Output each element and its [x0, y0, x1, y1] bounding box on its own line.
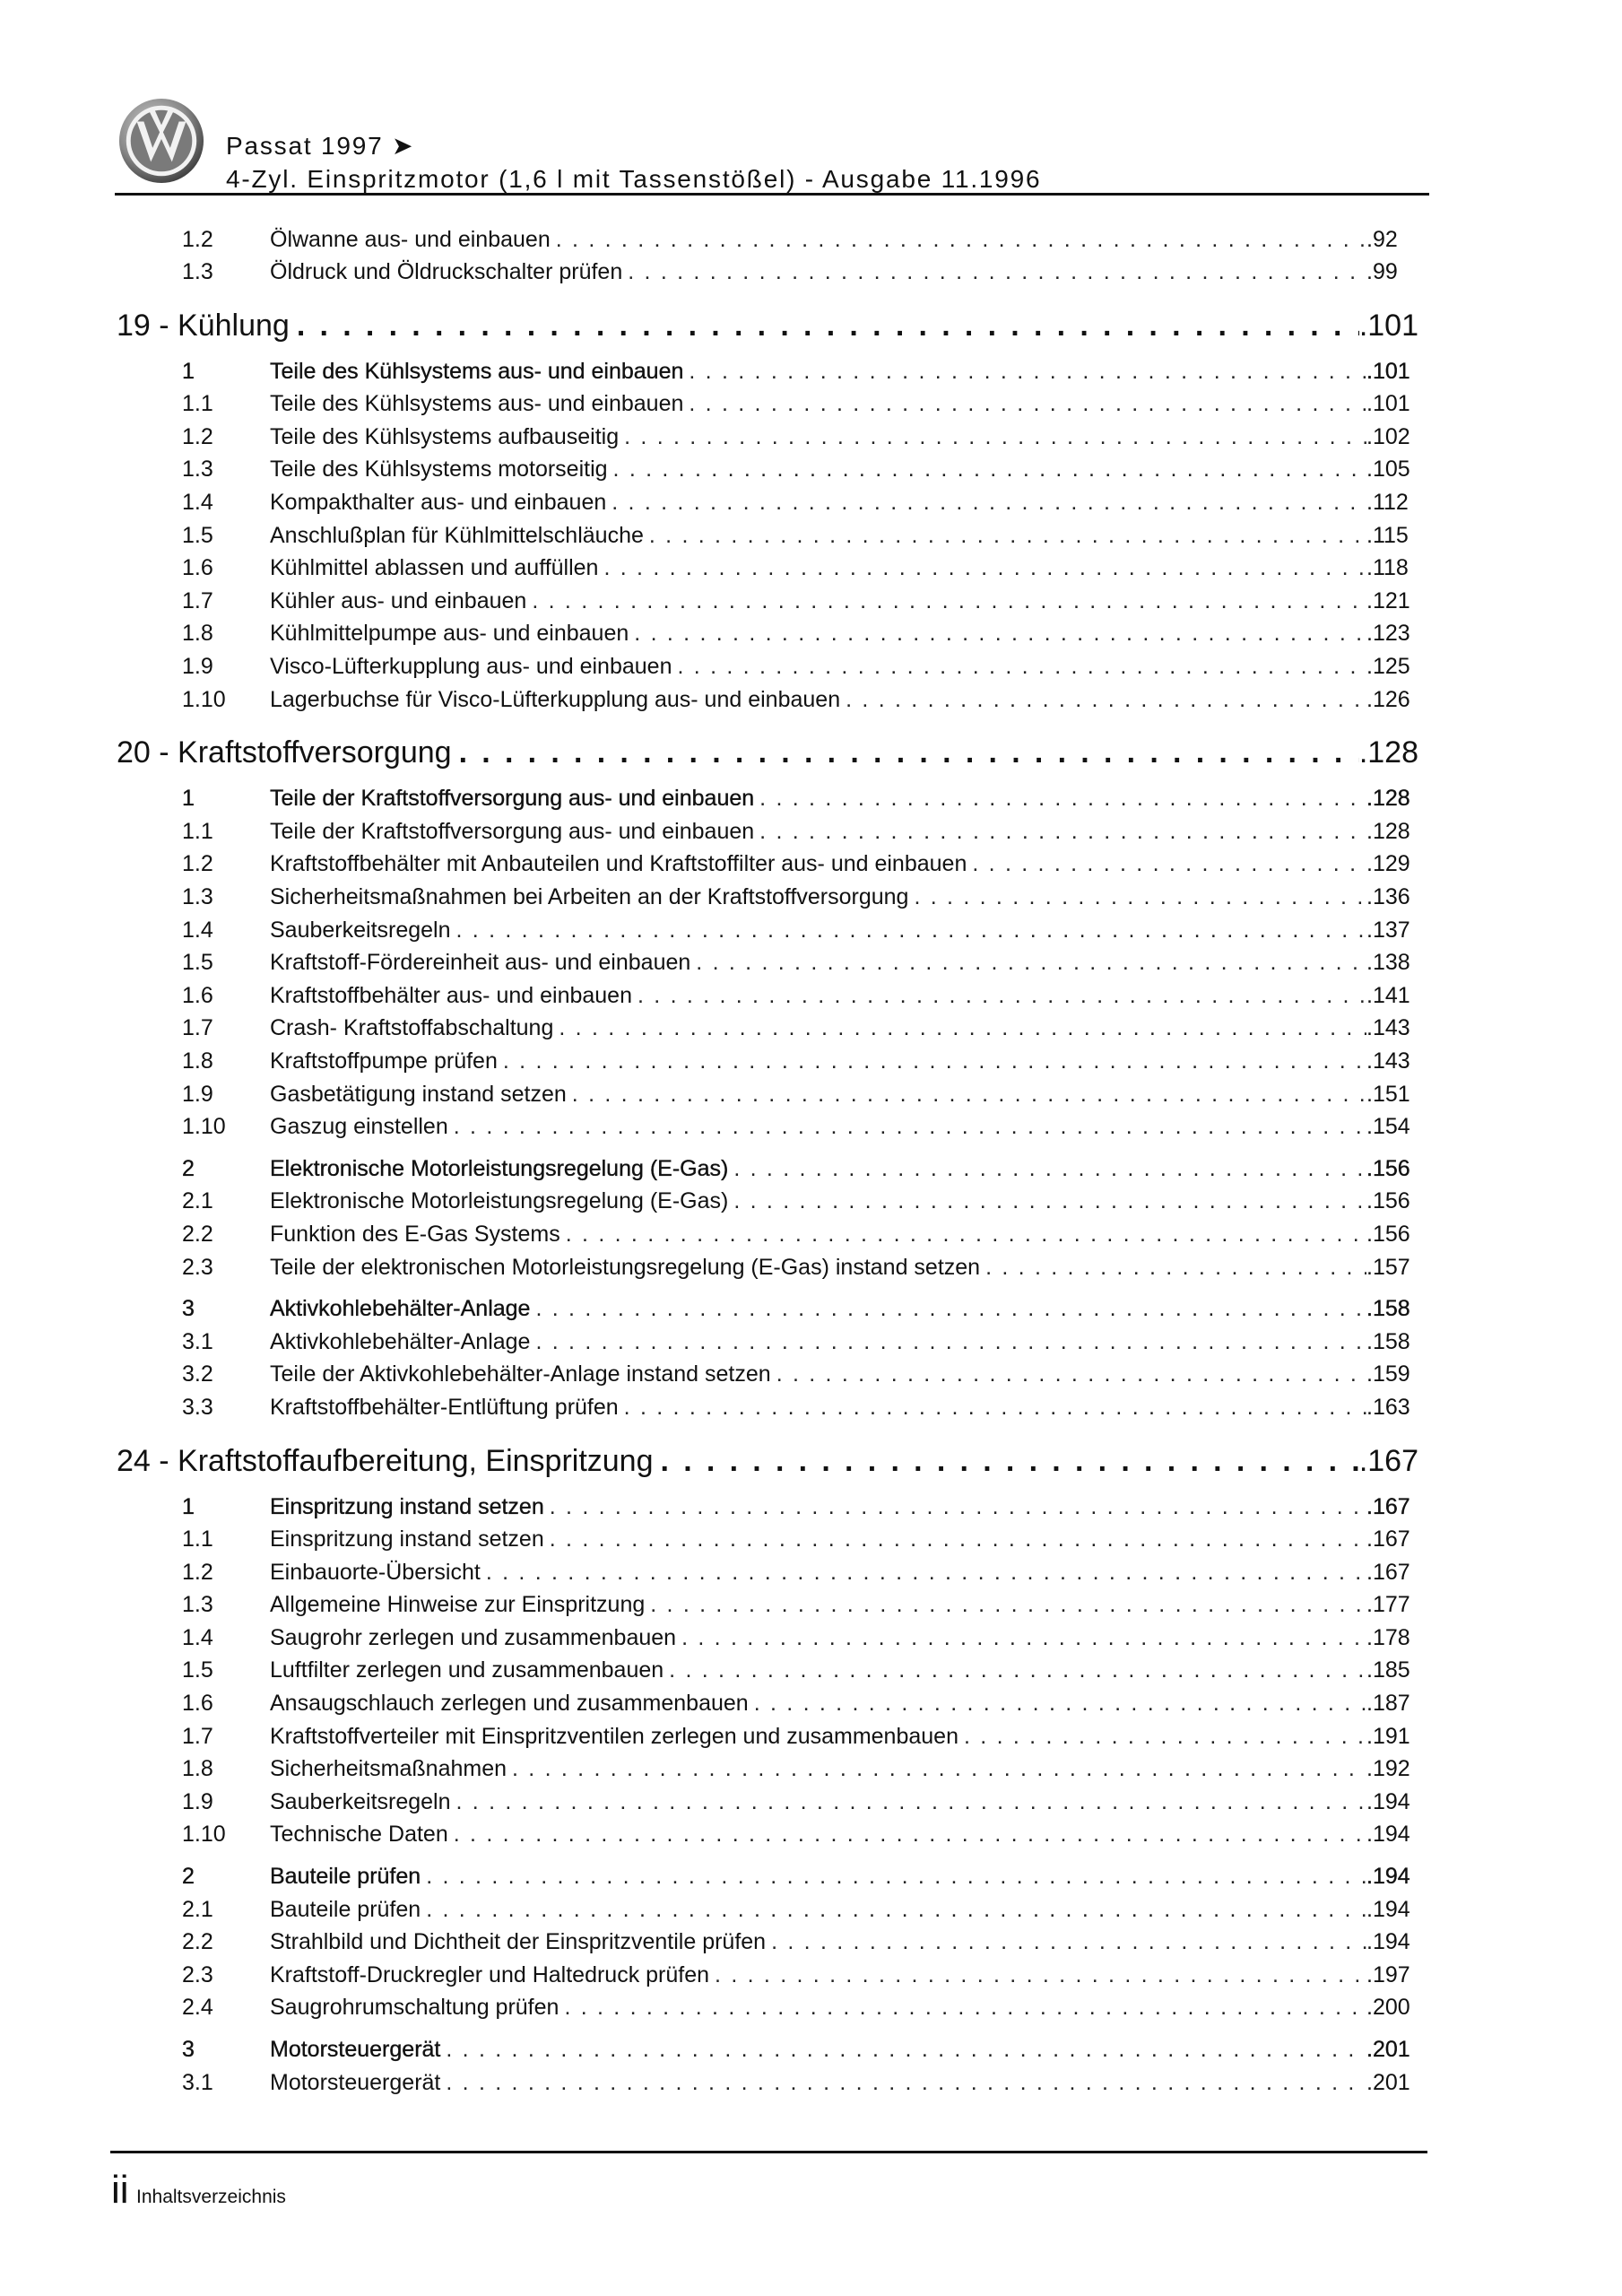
toc-entry[interactable] — [117, 1078, 1418, 1111]
entry-number: 1.1 — [182, 391, 213, 417]
entry-title: Kraftstoffbehälter mit Anbauteilen und Kraftstoffilter aus- und einbauen — [270, 851, 967, 877]
entry-number: 2.2 — [182, 1221, 213, 1247]
toc-entry[interactable] — [117, 1588, 1418, 1622]
entry-title: Crash- Kraftstoffabschaltung — [270, 1015, 554, 1041]
entry-page: . 200 — [1366, 1991, 1418, 2024]
entry-title: Kühlmittel ablassen und auffüllen — [270, 555, 599, 581]
toc-group — [117, 1860, 1418, 2024]
entry-title: Kühlmittelpumpe aus- und einbauen — [270, 621, 629, 647]
entry-title: Teile der Kraftstoffversorgung aus- und einbauen — [270, 786, 755, 812]
table-of-contents — [117, 223, 1418, 2100]
entry-page: . 156 — [1366, 1185, 1418, 1218]
dot-leader — [551, 223, 1366, 257]
toc-entry[interactable] — [117, 2066, 1418, 2100]
dot-leader — [544, 1491, 1366, 1524]
entry-page: . 156 — [1366, 1218, 1418, 1251]
entry-number: 1.4 — [182, 917, 213, 943]
toc-entry[interactable] — [117, 1251, 1418, 1284]
toc-entry[interactable] — [117, 585, 1418, 618]
dot-leader — [771, 1358, 1366, 1391]
entry-page: . 99 — [1366, 256, 1418, 289]
entry-title: Lagerbuchse für Visco-Lüfterkupplung aus- und einbauen — [270, 686, 841, 712]
entry-title: Kraftstoffverteiler mit Einspritzventilen zerlegen und zusammenbauen — [270, 1723, 958, 1749]
toc-entry[interactable] — [117, 519, 1418, 552]
entry-title: Sicherheitsmaßnahmen — [270, 1756, 507, 1782]
dot-leader — [451, 1786, 1366, 1819]
dot-leader — [530, 1326, 1366, 1359]
toc-entry[interactable] — [117, 1752, 1418, 1786]
header-title: Passat 1997 ➤ — [226, 132, 415, 160]
entry-number: 2.3 — [182, 1254, 213, 1280]
toc-entry[interactable] — [117, 552, 1418, 585]
entry-page: . 105 — [1366, 453, 1418, 486]
entry-title: Saugrohr zerlegen und zusammenbauen — [270, 1624, 677, 1650]
toc-entry[interactable] — [117, 1523, 1418, 1556]
entry-number: 1.2 — [182, 226, 213, 252]
entry-number: 1.6 — [182, 982, 213, 1008]
toc-entry[interactable] — [117, 256, 1418, 289]
entry-number: 2 — [182, 1155, 195, 1181]
header-divider — [115, 193, 1429, 196]
toc-entry[interactable] — [117, 848, 1418, 881]
entry-page: . 156 — [1366, 1152, 1418, 1186]
entry-page: . 192 — [1366, 1752, 1418, 1786]
toc-entry[interactable] — [117, 1654, 1418, 1687]
dot-leader — [645, 1588, 1366, 1622]
toc-entry[interactable] — [117, 1358, 1418, 1391]
toc-entry[interactable] — [117, 453, 1418, 486]
entry-page: . 125 — [1366, 650, 1418, 683]
entry-number: 2.3 — [182, 1961, 213, 1987]
dot-leader — [749, 1687, 1366, 1720]
entry-title: Teile der Kraftstoffversorgung aus- und einbauen — [270, 818, 755, 844]
dot-leader — [754, 782, 1366, 815]
toc-entry[interactable] — [117, 1012, 1418, 1045]
toc-entry[interactable] — [117, 1687, 1418, 1720]
toc-entry[interactable] — [117, 387, 1418, 421]
entry-number: 1.2 — [182, 1559, 213, 1585]
entry-title: Ansaugschlauch zerlegen und zusammenbauen — [270, 1691, 749, 1717]
entry-page: . 185 — [1366, 1654, 1418, 1687]
toc-entry[interactable] — [117, 914, 1418, 947]
entry-number: 1.2 — [182, 851, 213, 877]
entry-page: . 163 — [1366, 1391, 1418, 1424]
dot-leader — [290, 305, 1359, 346]
dot-leader — [448, 1110, 1366, 1144]
dot-leader — [728, 1185, 1366, 1218]
dot-leader — [560, 1218, 1366, 1251]
entry-title: Elektronische Motorleistungsregelung (E-Gas) — [270, 1155, 729, 1181]
entry-title: Motorsteuergerät — [270, 2069, 441, 2095]
section-page: . 167 — [1359, 1440, 1418, 1482]
toc-group — [117, 2033, 1418, 2099]
entry-number: 1.9 — [182, 1081, 213, 1107]
toc-chapter-entry[interactable] — [117, 355, 1418, 388]
entry-number: 1.3 — [182, 457, 213, 483]
entry-page: . 159 — [1366, 1358, 1418, 1391]
entry-number: 3.3 — [182, 1394, 213, 1420]
entry-number: 1.9 — [182, 654, 213, 680]
entry-page: . 154 — [1366, 1110, 1418, 1144]
section-page: . 128 — [1359, 732, 1418, 773]
toc-chapter-entry[interactable] — [117, 1491, 1418, 1524]
dot-leader — [421, 1860, 1366, 1893]
entry-page: . 137 — [1366, 914, 1418, 947]
entry-page: . 121 — [1366, 585, 1418, 618]
dot-leader — [840, 683, 1366, 717]
section-title: 24 - Kraftstoffaufbereitung, Einspritzung — [117, 1443, 654, 1478]
entry-page: . 158 — [1366, 1292, 1418, 1326]
entry-page: . 194 — [1366, 1818, 1418, 1851]
dot-leader — [632, 979, 1366, 1013]
dot-leader — [553, 1012, 1366, 1045]
toc-entry[interactable] — [117, 979, 1418, 1013]
entry-title: Technische Daten — [270, 1822, 448, 1848]
toc-entry[interactable] — [117, 1045, 1418, 1078]
dot-leader — [754, 815, 1366, 848]
toc-section — [117, 305, 1418, 717]
entry-title: Funktion des E-Gas Systems — [270, 1221, 560, 1247]
dot-leader — [451, 914, 1366, 947]
toc-chapter-entry[interactable] — [117, 2033, 1418, 2066]
section-page: . 101 — [1359, 305, 1418, 346]
entry-number: 1.5 — [182, 950, 213, 976]
dot-leader — [544, 1523, 1366, 1556]
entry-number: 3.2 — [182, 1361, 213, 1387]
entry-page: . 129 — [1366, 848, 1418, 881]
entry-page: . 167 — [1366, 1491, 1418, 1524]
dot-leader — [690, 946, 1366, 979]
entry-title: Motorsteuergerät — [270, 2037, 441, 2062]
entry-title: Kompakthalter aus- und einbauen — [270, 490, 607, 516]
entry-number: 1.1 — [182, 818, 213, 844]
dot-leader — [664, 1654, 1366, 1687]
entry-number: 1.1 — [182, 1526, 213, 1552]
entry-page: . 126 — [1366, 683, 1418, 717]
toc-continued — [117, 223, 1418, 289]
entry-title: Bauteile prüfen — [270, 1864, 421, 1890]
entry-number: 1.7 — [182, 1723, 213, 1749]
dot-leader — [683, 387, 1366, 421]
dot-leader — [608, 453, 1366, 486]
entry-page: . 197 — [1366, 1959, 1418, 1992]
entry-number: 1 — [182, 786, 195, 812]
entry-number: 1.7 — [182, 587, 213, 613]
entry-page: . 136 — [1366, 881, 1418, 914]
footer-divider — [110, 2151, 1427, 2153]
entry-number: 1.10 — [182, 1114, 226, 1140]
toc-entry[interactable] — [117, 421, 1418, 454]
toc-entry[interactable] — [117, 1218, 1418, 1251]
dot-leader — [709, 1959, 1366, 1992]
toc-entry[interactable] — [117, 1959, 1418, 1992]
dot-leader — [766, 1926, 1366, 1959]
entry-title: Teile des Kühlsystems motorseitig — [270, 457, 608, 483]
dot-leader — [728, 1152, 1366, 1186]
dot-leader — [683, 355, 1366, 388]
entry-title: Sauberkeitsregeln — [270, 1788, 451, 1814]
entry-number: 1.9 — [182, 1788, 213, 1814]
entry-number: 2.4 — [182, 1995, 213, 2021]
toc-entry[interactable] — [117, 1556, 1418, 1589]
entry-page: . 128 — [1366, 815, 1418, 848]
toc-entry[interactable] — [117, 617, 1418, 650]
toc-entry[interactable] — [117, 223, 1418, 257]
toc-entry[interactable] — [117, 815, 1418, 848]
entry-number: 1.3 — [182, 259, 213, 285]
entry-number: 3 — [182, 1296, 195, 1322]
entry-page: . 92 — [1366, 223, 1418, 257]
section-title: 19 - Kühlung — [117, 308, 290, 343]
dot-leader — [654, 1440, 1359, 1482]
entry-page: . 118 — [1366, 552, 1418, 585]
entry-title: Kraftstoffbehälter aus- und einbauen — [270, 982, 632, 1008]
entry-number: 1.5 — [182, 1657, 213, 1683]
entry-title: Anschlußplan für Kühlmittelschläuche — [270, 522, 644, 548]
entry-page: . 194 — [1366, 1893, 1418, 1926]
entry-number: 1.7 — [182, 1015, 213, 1041]
entry-number: 1.3 — [182, 884, 213, 909]
dot-leader — [507, 1752, 1366, 1786]
entry-title: Visco-Lüfterkupplung aus- und einbauen — [270, 654, 672, 680]
toc-entry[interactable] — [117, 486, 1418, 519]
entry-number: 1.8 — [182, 621, 213, 647]
dot-leader — [481, 1556, 1366, 1589]
toc-entry[interactable] — [117, 1185, 1418, 1218]
dot-leader — [526, 585, 1366, 618]
dot-leader — [598, 552, 1366, 585]
section-heading[interactable] — [117, 732, 1418, 773]
entry-number: 1.3 — [182, 1592, 213, 1618]
dot-leader — [980, 1251, 1366, 1284]
toc-chapter-entry[interactable] — [117, 1292, 1418, 1326]
entry-page: . 157 — [1366, 1251, 1418, 1284]
toc-entry[interactable] — [117, 881, 1418, 914]
entry-title: Gasbetätigung instand setzen — [270, 1081, 567, 1107]
entry-page: . 158 — [1366, 1326, 1418, 1359]
dot-leader — [629, 617, 1366, 650]
entry-title: Teile des Kühlsystems aus- und einbauen — [270, 358, 684, 384]
dot-leader — [619, 421, 1366, 454]
entry-page: . 167 — [1366, 1523, 1418, 1556]
dot-leader — [440, 2066, 1366, 2100]
entry-title: Ölwanne aus- und einbauen — [270, 226, 551, 252]
entry-page: . 141 — [1366, 979, 1418, 1013]
dot-leader — [452, 732, 1359, 773]
dot-leader — [644, 519, 1366, 552]
section-heading[interactable] — [117, 1440, 1418, 1482]
entry-number: 1.6 — [182, 555, 213, 581]
entry-title: Teile des Kühlsystems aufbauseitig — [270, 423, 620, 449]
entry-page: . 194 — [1366, 1786, 1418, 1819]
entry-title: Luftfilter zerlegen und zusammenbauen — [270, 1657, 664, 1683]
toc-entry[interactable] — [117, 1818, 1418, 1851]
entry-title: Teile der elektronischen Motorleistungsregelung (E-Gas) instand setzen — [270, 1254, 981, 1280]
entry-title: Öldruck und Öldruckschalter prüfen — [270, 259, 623, 285]
entry-page: . 191 — [1366, 1720, 1418, 1753]
toc-entry[interactable] — [117, 1786, 1418, 1819]
entry-number: 2.2 — [182, 1929, 213, 1955]
entry-page: . 177 — [1366, 1588, 1418, 1622]
entry-number: 1.10 — [182, 1822, 226, 1848]
toc-entry[interactable] — [117, 683, 1418, 717]
toc-entry[interactable] — [117, 1720, 1418, 1753]
toc-chapter-entry[interactable] — [117, 1860, 1418, 1893]
entry-number: 3.1 — [182, 2069, 213, 2095]
entry-title: Saugrohrumschaltung prüfen — [270, 1995, 559, 2021]
toc-chapter-entry[interactable] — [117, 1152, 1418, 1186]
entry-title: Kraftstoff-Fördereinheit aus- und einbauen — [270, 950, 691, 976]
footer-label: Inhaltsverzeichnis — [136, 2187, 286, 2207]
entry-number: 1.6 — [182, 1691, 213, 1717]
toc-chapter-entry[interactable] — [117, 782, 1418, 815]
entry-page: . 167 — [1366, 1556, 1418, 1589]
entry-title: Kraftstoffpumpe prüfen — [270, 1048, 498, 1074]
entry-page: . 123 — [1366, 617, 1418, 650]
entry-number: 3 — [182, 2037, 195, 2062]
section-heading[interactable] — [117, 305, 1418, 346]
entry-number: 1.5 — [182, 522, 213, 548]
toc-group — [117, 1152, 1418, 1283]
toc-entry[interactable] — [117, 1893, 1418, 1926]
toc-entry[interactable] — [117, 1622, 1418, 1655]
entry-number: 1.8 — [182, 1756, 213, 1782]
dot-leader — [530, 1292, 1366, 1326]
entry-title: Gaszug einstellen — [270, 1114, 448, 1140]
entry-page: . 128 — [1366, 782, 1418, 815]
entry-title: Aktivkohlebehälter-Anlage — [270, 1296, 531, 1322]
toc-group — [117, 355, 1418, 717]
toc-sections — [117, 305, 1418, 2100]
entry-number: 1.2 — [182, 423, 213, 449]
page-footer — [111, 2170, 286, 2210]
entry-page: . 194 — [1366, 1860, 1418, 1893]
toc-group — [117, 1491, 1418, 1852]
dot-leader — [967, 848, 1366, 881]
entry-title: Einspritzung instand setzen — [270, 1526, 544, 1552]
toc-entry[interactable] — [117, 1110, 1418, 1144]
toc-entry[interactable] — [117, 1991, 1418, 2024]
vw-logo-icon — [117, 97, 205, 185]
entry-page: . 143 — [1366, 1045, 1418, 1078]
entry-title: Bauteile prüfen — [270, 1896, 421, 1922]
entry-page: . 201 — [1366, 2033, 1418, 2066]
entry-page: . 194 — [1366, 1926, 1418, 1959]
entry-title: Kraftstoffbehälter-Entlüftung prüfen — [270, 1394, 619, 1420]
entry-title: Aktivkohlebehälter-Anlage — [270, 1328, 531, 1354]
entry-page: . 101 — [1366, 355, 1418, 388]
header-subtitle: 4-Zyl. Einspritzmotor (1,6 l mit Tassenstößel) - Ausgabe 11.1996 — [226, 165, 1042, 193]
dot-leader — [606, 486, 1366, 519]
entry-number: 1 — [182, 1493, 195, 1519]
entry-title: Teile des Kühlsystems aus- und einbauen — [270, 391, 684, 417]
entry-title: Teile der Aktivkohlebehälter-Anlage instand setzen — [270, 1361, 771, 1387]
dot-leader — [622, 256, 1366, 289]
entry-number: 2.1 — [182, 1188, 213, 1214]
entry-number: 3.1 — [182, 1328, 213, 1354]
dot-leader — [498, 1045, 1366, 1078]
toc-entry[interactable] — [117, 1391, 1418, 1424]
section-title: 20 - Kraftstoffversorgung — [117, 735, 452, 770]
dot-leader — [676, 1622, 1366, 1655]
entry-page: . 115 — [1366, 519, 1418, 552]
entry-title: Allgemeine Hinweise zur Einspritzung — [270, 1592, 646, 1618]
entry-title: Elektronische Motorleistungsregelung (E-Gas) — [270, 1188, 729, 1214]
entry-page: . 178 — [1366, 1622, 1418, 1655]
toc-entry[interactable] — [117, 1926, 1418, 1959]
dot-leader — [672, 650, 1366, 683]
dot-leader — [559, 1991, 1366, 2024]
entry-number: 2.1 — [182, 1896, 213, 1922]
dot-leader — [440, 2033, 1366, 2066]
entry-title: Strahlbild und Dichtheit der Einspritzventile prüfen — [270, 1929, 767, 1955]
entry-page: . 151 — [1366, 1078, 1418, 1111]
dot-leader — [421, 1893, 1366, 1926]
dot-leader — [908, 881, 1366, 914]
entry-title: Einspritzung instand setzen — [270, 1493, 544, 1519]
entry-number: 1 — [182, 358, 195, 384]
entry-number: 1.4 — [182, 490, 213, 516]
entry-page: . 187 — [1366, 1687, 1418, 1720]
entry-number: 2 — [182, 1864, 195, 1890]
dot-leader — [958, 1720, 1366, 1753]
toc-section — [117, 1440, 1418, 2100]
entry-page: . 102 — [1366, 421, 1418, 454]
dot-leader — [619, 1391, 1366, 1424]
toc-entry[interactable] — [117, 946, 1418, 979]
entry-title: Kraftstoff-Druckregler und Haltedruck prüfen — [270, 1961, 710, 1987]
entry-page: . 138 — [1366, 946, 1418, 979]
dot-leader — [567, 1078, 1366, 1111]
entry-title: Sicherheitsmaßnahmen bei Arbeiten an der Kraftstoffversorgung — [270, 884, 909, 909]
toc-section — [117, 732, 1418, 1423]
entry-page: . 201 — [1366, 2066, 1418, 2100]
entry-page: . 112 — [1366, 486, 1418, 519]
entry-title: Kühler aus- und einbauen — [270, 587, 527, 613]
entry-page: . 143 — [1366, 1012, 1418, 1045]
toc-entry[interactable] — [117, 1326, 1418, 1359]
toc-entry[interactable] — [117, 650, 1418, 683]
entry-page: . 101 — [1366, 387, 1418, 421]
toc-group — [117, 782, 1418, 1144]
toc-group — [117, 1292, 1418, 1423]
dot-leader — [448, 1818, 1366, 1851]
page-number: ii — [111, 2168, 129, 2212]
entry-title: Einbauorte-Übersicht — [270, 1559, 481, 1585]
entry-number: 1.4 — [182, 1624, 213, 1650]
entry-number: 1.8 — [182, 1048, 213, 1074]
entry-title: Sauberkeitsregeln — [270, 917, 451, 943]
entry-number: 1.10 — [182, 686, 226, 712]
